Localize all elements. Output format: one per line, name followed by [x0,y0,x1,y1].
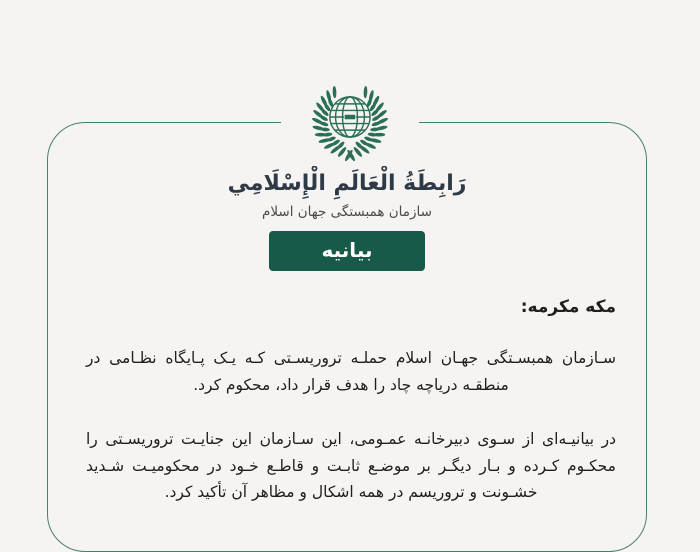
statement-body [48,297,646,506]
statement-card [47,122,647,552]
statement-paragraph: در بیانیـه‌ای از سـوی دبیرخانـه عمـومی، این سـازمان این جنایـت تروریسـتی را محکـوم کـرده و بـار دیگـر بر موضـع ثابـت و قاطـع خـود در محکومیـت شـدید خشـونت و تروریسم در همه اشکال و مظاهر آن تأکید کرد. [86,430,616,502]
statement-paragraph: سـازمان همبسـتگی جهـان اسلام حملـه تروریسـتی کـه یـک پـایگاه نظـامی در منطقـه دریاچه چاد را هدف قرار داد، محکوم کرد. [86,349,616,394]
statement-banner: بیانیه [269,231,425,271]
wreath-globe-emblem-icon [297,82,403,166]
org-name-persian: سازمان همبستگی جهان اسلام [262,204,432,221]
org-name-arabic: رَابِطَةُ الْعَالَمِ الْإِسْلَامِي [227,171,467,196]
logo-container [281,82,419,166]
dateline: مکه مکرمه: [520,297,616,318]
